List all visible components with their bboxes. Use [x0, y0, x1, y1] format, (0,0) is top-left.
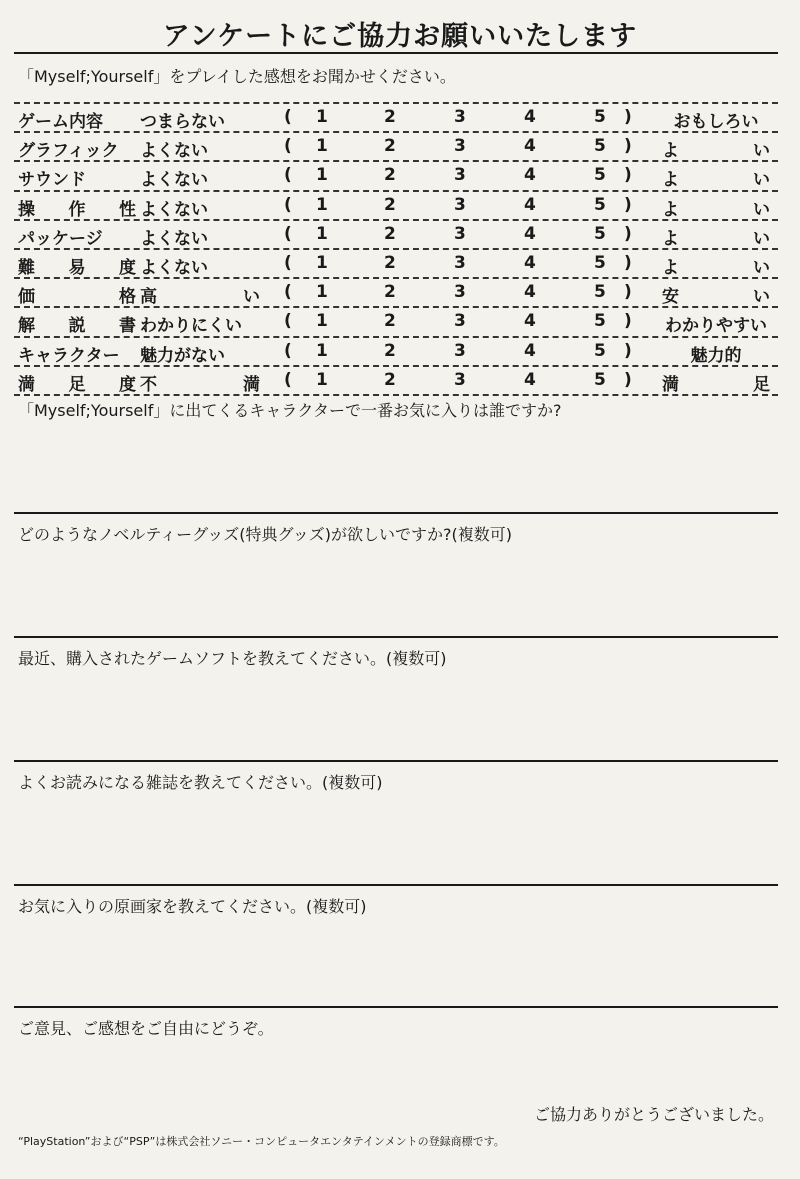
rating-option-1[interactable]: 1 — [316, 223, 328, 244]
answer-line[interactable] — [14, 884, 778, 886]
rating-high-label: 安 い — [662, 287, 770, 308]
rating-option-2[interactable]: 2 — [384, 194, 396, 215]
rating-option-4[interactable]: 4 — [524, 369, 536, 390]
close-paren: ) — [624, 282, 632, 303]
rating-high-label: おもしろい — [673, 112, 759, 132]
rating-option-1[interactable]: 1 — [316, 136, 328, 157]
answer-line[interactable] — [14, 760, 778, 762]
close-paren: ) — [624, 165, 632, 186]
rating-option-5[interactable]: 5 — [594, 282, 606, 303]
answer-line[interactable] — [14, 636, 778, 638]
open-paren: ( — [284, 165, 292, 186]
rating-row — [14, 102, 778, 133]
rating-low-label: よくない — [140, 199, 208, 220]
open-paren: ( — [284, 252, 292, 273]
rating-row — [14, 279, 778, 308]
rating-low-label: 高 い — [140, 287, 260, 308]
close-paren: ) — [624, 311, 632, 332]
open-paren: ( — [284, 194, 292, 215]
rating-option-2[interactable]: 2 — [384, 165, 396, 186]
rating-option-1[interactable]: 1 — [316, 282, 328, 303]
rating-option-3[interactable]: 3 — [454, 107, 466, 127]
rating-category: ゲーム内容 — [18, 112, 103, 132]
rating-category: パッケージ — [18, 228, 103, 249]
rating-option-4[interactable]: 4 — [524, 223, 536, 244]
close-paren: ) — [624, 369, 632, 390]
rating-category: グラフィック — [18, 141, 119, 162]
rating-option-4[interactable]: 4 — [524, 194, 536, 215]
rating-option-5[interactable]: 5 — [594, 252, 606, 273]
rating-high-label: わかりやすい — [665, 316, 767, 337]
rating-option-3[interactable]: 3 — [454, 282, 466, 303]
rating-option-3[interactable]: 3 — [454, 369, 466, 390]
rating-option-2[interactable]: 2 — [384, 107, 396, 127]
rating-high-label: よ い — [662, 141, 770, 162]
page-title: アンケートにご協力お願いいたします — [162, 21, 638, 52]
rating-high-label: よ い — [662, 170, 770, 191]
rating-option-1[interactable]: 1 — [316, 252, 328, 273]
rating-option-5[interactable]: 5 — [594, 165, 606, 186]
rating-option-3[interactable]: 3 — [454, 136, 466, 157]
rating-option-1[interactable]: 1 — [316, 311, 328, 332]
close-paren: ) — [624, 136, 632, 157]
rating-category: 難 易 度 — [18, 257, 136, 278]
question-magazines: よくお読みになる雑誌を教えてください。(複数可) — [18, 773, 383, 792]
rating-row — [14, 308, 778, 337]
rating-category: 満 足 度 — [18, 374, 136, 395]
open-paren: ( — [284, 136, 292, 157]
rating-option-1[interactable]: 1 — [316, 369, 328, 390]
rating-option-2[interactable]: 2 — [384, 223, 396, 244]
rating-option-3[interactable]: 3 — [454, 194, 466, 215]
thanks-text: ご協力ありがとうございました。 — [533, 1105, 774, 1124]
question-comments: ご意見、ご感想をご自由にどうぞ。 — [18, 1019, 274, 1038]
rating-option-5[interactable]: 5 — [594, 340, 606, 361]
rating-option-3[interactable]: 3 — [454, 165, 466, 186]
rating-high-label: よ い — [662, 199, 770, 220]
rating-option-2[interactable]: 2 — [384, 340, 396, 361]
close-paren: ) — [624, 107, 632, 127]
close-paren: ) — [624, 252, 632, 273]
rating-row — [14, 367, 778, 396]
rating-high-label: よ い — [662, 257, 770, 278]
rating-option-2[interactable]: 2 — [384, 136, 396, 157]
rating-option-5[interactable]: 5 — [594, 223, 606, 244]
rating-high-label: 魅力的 — [690, 345, 742, 366]
open-paren: ( — [284, 223, 292, 244]
open-paren: ( — [284, 311, 292, 332]
rating-option-1[interactable]: 1 — [316, 165, 328, 186]
rating-option-5[interactable]: 5 — [594, 107, 606, 127]
rating-row — [14, 250, 778, 279]
rating-low-label: よくない — [140, 141, 208, 162]
open-paren: ( — [284, 107, 292, 127]
rating-low-label: 不 満 — [140, 374, 260, 395]
title-divider — [14, 52, 778, 54]
question-novelty-goods: どのようなノベルティーグッズ(特典グッズ)が欲しいですか?(複数可) — [18, 525, 512, 544]
rating-row — [14, 192, 778, 221]
rating-option-4[interactable]: 4 — [524, 340, 536, 361]
question-favorite-character: 「Myself;Yourself」に出てくるキャラクターで一番お気に入りは誰ですか? — [18, 401, 562, 420]
rating-option-4[interactable]: 4 — [524, 136, 536, 157]
rating-category: キャラクター — [18, 345, 120, 366]
open-paren: ( — [284, 340, 292, 361]
question-favorite-artist: お気に入りの原画家を教えてください。(複数可) — [18, 897, 367, 916]
rating-option-4[interactable]: 4 — [524, 282, 536, 303]
rating-option-3[interactable]: 3 — [454, 252, 466, 273]
rating-option-5[interactable]: 5 — [594, 369, 606, 390]
rating-row — [14, 162, 778, 191]
rating-option-1[interactable]: 1 — [316, 107, 328, 127]
rating-high-label: よ い — [662, 228, 770, 249]
close-paren: ) — [624, 223, 632, 244]
rating-option-5[interactable]: 5 — [594, 194, 606, 215]
rating-low-label: よくない — [140, 170, 208, 191]
rating-option-3[interactable]: 3 — [454, 311, 466, 332]
rating-row — [14, 133, 778, 162]
rating-low-label: よくない — [140, 257, 208, 278]
rating-option-1[interactable]: 1 — [316, 340, 328, 361]
open-paren: ( — [284, 282, 292, 303]
rating-category: 解 説 書 — [18, 316, 136, 337]
rating-option-5[interactable]: 5 — [594, 136, 606, 157]
close-paren: ) — [624, 340, 632, 361]
rating-option-4[interactable]: 4 — [524, 107, 536, 127]
rating-low-label: 魅力がない — [140, 345, 225, 366]
question-recent-games: 最近、購入されたゲームソフトを教えてください。(複数可) — [18, 649, 447, 668]
rating-option-4[interactable]: 4 — [524, 165, 536, 186]
rating-option-4[interactable]: 4 — [524, 311, 536, 332]
rating-category: 操 作 性 — [18, 199, 136, 220]
close-paren: ) — [624, 194, 632, 215]
rating-option-2[interactable]: 2 — [384, 311, 396, 332]
rating-category: サウンド — [18, 170, 86, 191]
answer-line[interactable] — [14, 1006, 778, 1008]
rating-row — [14, 338, 778, 367]
rating-option-1[interactable]: 1 — [316, 194, 328, 215]
rating-option-3[interactable]: 3 — [454, 340, 466, 361]
rating-low-label: わかりにくい — [140, 316, 242, 337]
rating-option-2[interactable]: 2 — [384, 282, 396, 303]
rating-option-5[interactable]: 5 — [594, 311, 606, 332]
rating-option-3[interactable]: 3 — [454, 223, 466, 244]
rating-low-label: つまらない — [140, 112, 225, 132]
rating-table — [14, 102, 778, 396]
rating-low-label: よくない — [140, 228, 208, 249]
rating-option-2[interactable]: 2 — [384, 369, 396, 390]
rating-category: 価 格 — [18, 287, 136, 308]
rating-option-2[interactable]: 2 — [384, 252, 396, 273]
intro-text: 「Myself;Yourself」をプレイした感想をお聞かせください。 — [18, 67, 456, 86]
rating-row — [14, 221, 778, 250]
rating-option-4[interactable]: 4 — [524, 252, 536, 273]
rating-high-label: 満 足 — [662, 374, 770, 395]
answer-line[interactable] — [14, 512, 778, 514]
open-paren: ( — [284, 369, 292, 390]
trademark-footer: “PlayStation”および“PSP”は株式会社ソニー・コンピュータエンタテインメントの登録商標です。 — [18, 1135, 505, 1148]
